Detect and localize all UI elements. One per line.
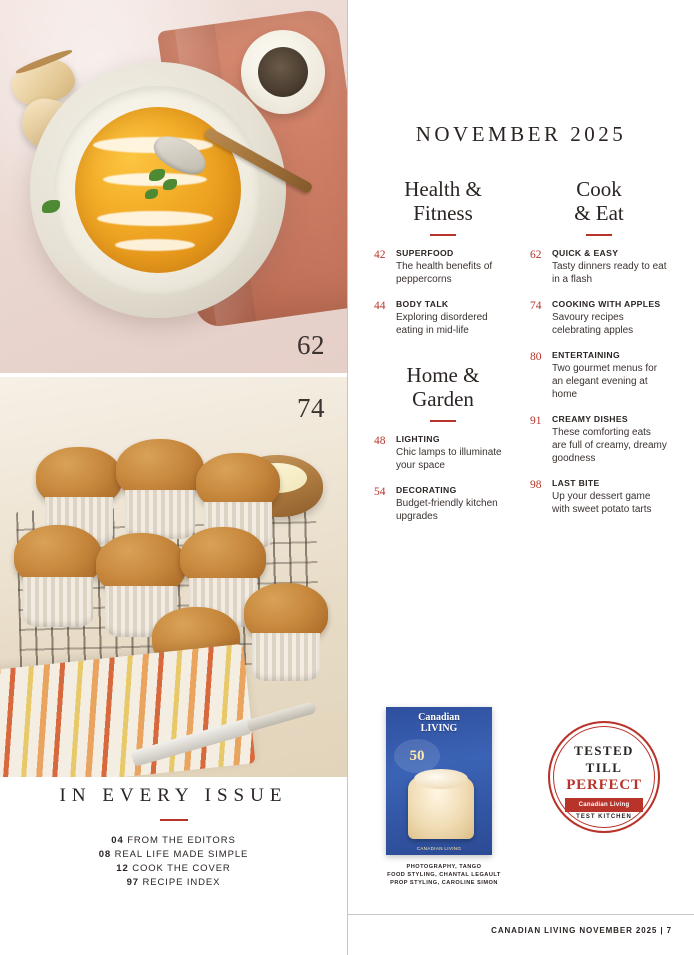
cover-anniversary-burst: 50 bbox=[394, 739, 440, 773]
badge-test-kitchen: TEST KITCHEN bbox=[576, 814, 632, 820]
entry-title: DECORATING bbox=[396, 485, 457, 495]
pepper-dish-prop bbox=[241, 30, 325, 114]
cover-bottom-strip: CANADIAN LIVING bbox=[416, 846, 462, 851]
cover-masthead-line1: Canadian bbox=[418, 712, 460, 723]
entry-description: Two gourmet menus for an elegant evening at home bbox=[552, 363, 658, 400]
entry-description: Up your dessert game with sweet potato tarts bbox=[552, 491, 652, 515]
entry-description: The health benefits of peppercorns bbox=[396, 261, 493, 285]
entry-page-number: 48 bbox=[374, 435, 386, 447]
entry-description: Savoury recipes celebrating apples bbox=[552, 312, 634, 336]
list-item[interactable] bbox=[0, 862, 347, 876]
section-title-line1: Home & bbox=[406, 363, 480, 387]
credit-prop-styling: PROP STYLING, CAROLINE SIMON bbox=[390, 880, 498, 886]
toc-entry[interactable] bbox=[530, 350, 668, 401]
section-title bbox=[374, 177, 512, 225]
cover-masthead bbox=[386, 712, 492, 734]
entry-page-number: 98 bbox=[530, 479, 542, 491]
right-column bbox=[348, 0, 694, 955]
entry-title: LIGHTING bbox=[396, 434, 440, 444]
cover-and-badge-row bbox=[374, 707, 668, 897]
list-item-page: 12 bbox=[116, 863, 129, 874]
section-health-fitness bbox=[374, 177, 512, 337]
toc-entry[interactable] bbox=[530, 478, 668, 516]
toc-entry[interactable] bbox=[530, 248, 668, 286]
cover-masthead-line2: LIVING bbox=[420, 723, 458, 734]
section-rule bbox=[430, 420, 456, 422]
tested-till-perfect-badge bbox=[548, 721, 660, 833]
toc-columns bbox=[374, 177, 668, 537]
section-title-line2: & Eat bbox=[574, 201, 624, 225]
list-item[interactable] bbox=[0, 834, 347, 848]
list-item[interactable] bbox=[0, 848, 347, 862]
photo-page-number-74: 74 bbox=[297, 393, 325, 423]
muffin-4 bbox=[14, 525, 102, 625]
section-title bbox=[530, 177, 668, 225]
credit-food-styling: FOOD STYLING, CHANTAL LEGAULT bbox=[387, 872, 501, 878]
entry-title: CREAMY DISHES bbox=[552, 414, 629, 424]
entry-description: Chic lamps to illuminate your space bbox=[396, 447, 502, 471]
section-cook-eat bbox=[530, 177, 668, 516]
entry-page-number: 62 bbox=[530, 249, 542, 261]
cover-cake-photo bbox=[408, 777, 474, 839]
entry-title: SUPERFOOD bbox=[396, 248, 454, 258]
toc-column-left bbox=[374, 177, 512, 537]
section-home-garden bbox=[374, 363, 512, 523]
badge-line-tested: TESTED bbox=[574, 743, 634, 758]
footer-rule bbox=[348, 914, 694, 915]
photo-page-number-62: 62 bbox=[297, 330, 325, 360]
photo-credits bbox=[374, 863, 514, 887]
badge-line-perfect: PERFECT bbox=[566, 777, 642, 793]
entry-page-number: 74 bbox=[530, 300, 542, 312]
entry-title: COOKING WITH APPLES bbox=[552, 299, 661, 309]
muffin-7 bbox=[244, 583, 328, 679]
cover-thumbnail[interactable] bbox=[386, 707, 492, 855]
entry-page-number: 42 bbox=[374, 249, 386, 261]
badge-line-till: TILL bbox=[585, 760, 623, 775]
muffins-photo bbox=[0, 377, 347, 777]
entry-description: Budget-friendly kitchen upgrades bbox=[396, 498, 498, 522]
badge-brand-bar: Canadian Living bbox=[565, 798, 643, 812]
list-item-label: FROM THE EDITORS bbox=[127, 835, 236, 846]
toc-entry[interactable] bbox=[374, 434, 512, 472]
section-title-line2: Fitness bbox=[413, 201, 473, 225]
section-title-line1: Cook bbox=[576, 177, 622, 201]
entry-description: Tasty dinners ready to eat in a flash bbox=[552, 261, 667, 285]
section-title bbox=[374, 363, 512, 411]
toc-entry[interactable] bbox=[530, 414, 668, 465]
section-title-line1: Health & bbox=[404, 177, 482, 201]
muffin-2 bbox=[116, 439, 204, 537]
toc-entry[interactable] bbox=[530, 299, 668, 337]
list-item-page: 97 bbox=[126, 877, 139, 888]
in-every-issue-block bbox=[0, 785, 347, 890]
entry-title: BODY TALK bbox=[396, 299, 449, 309]
list-item-label: RECIPE INDEX bbox=[142, 877, 221, 888]
entry-title: QUICK & EASY bbox=[552, 248, 619, 258]
toc-entry[interactable] bbox=[374, 248, 512, 286]
page-title: NOVEMBER 2025 bbox=[415, 122, 627, 146]
toc-entry[interactable] bbox=[374, 299, 512, 337]
entry-description: Exploring disordered eating in mid-life bbox=[396, 312, 488, 336]
in-every-issue-list bbox=[0, 834, 347, 890]
in-every-issue-heading: IN EVERY ISSUE bbox=[59, 785, 288, 806]
entry-page-number: 80 bbox=[530, 351, 542, 363]
list-item-label: COOK THE COVER bbox=[132, 863, 231, 874]
entry-page-number: 44 bbox=[374, 300, 386, 312]
entry-title: LAST BITE bbox=[552, 478, 600, 488]
entry-description: These comforting eats are full of creamy, dreamy goodness bbox=[552, 427, 667, 464]
entry-page-number: 54 bbox=[374, 486, 386, 498]
page-footer: CANADIAN LIVING NOVEMBER 2025 | 7 bbox=[491, 926, 672, 935]
toc-entry[interactable] bbox=[374, 485, 512, 523]
list-item-page: 08 bbox=[98, 849, 112, 860]
soup-photo bbox=[0, 0, 347, 373]
section-rule bbox=[430, 234, 456, 236]
toc-column-right bbox=[530, 177, 668, 537]
list-item-label: REAL LIFE MADE SIMPLE bbox=[114, 849, 249, 860]
entry-title: ENTERTAINING bbox=[552, 350, 621, 360]
entry-page-number: 91 bbox=[530, 415, 542, 427]
credit-photography: PHOTOGRAPHY, TANGO bbox=[406, 864, 482, 870]
section-rule bbox=[586, 234, 612, 236]
list-item[interactable] bbox=[0, 876, 347, 890]
in-every-issue-rule bbox=[160, 819, 188, 821]
list-item-page: 04 bbox=[111, 835, 124, 846]
section-title-line2: Garden bbox=[412, 387, 474, 411]
